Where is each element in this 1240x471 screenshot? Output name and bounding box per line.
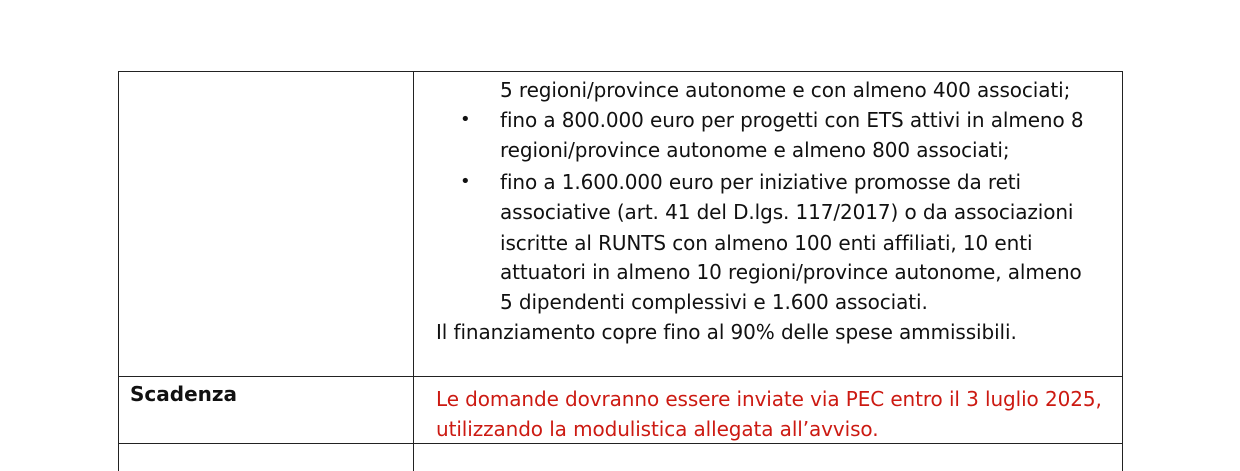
deadline-label: Scadenza	[130, 382, 238, 406]
list-item-line: regioni/province autonome e almeno 800 associati;	[500, 138, 1010, 162]
list-item-line: 5 dipendenti complessivi e 1.600 associati.	[500, 290, 928, 314]
table-right-border	[1122, 71, 1123, 471]
list-item-line: attuatori in almeno 10 regioni/province autonome, almeno	[500, 260, 1082, 284]
table-left-border	[118, 71, 119, 471]
funding-summary: Il finanziamento copre fino al 90% delle spese ammissibili.	[436, 320, 1017, 344]
row-divider	[118, 376, 1123, 377]
table-top-border	[118, 71, 1123, 72]
deadline-text-line: utilizzando la modulistica allegata all’avviso.	[436, 417, 879, 441]
list-item-line: associative (art. 41 del D.lgs. 117/2017) o da associazioni	[500, 200, 1074, 224]
deadline-text-line: Le domande dovranno essere inviate via PEC entro il 3 luglio 2025,	[436, 387, 1102, 411]
bullet-icon: •	[460, 171, 471, 192]
column-divider	[413, 71, 414, 471]
list-item-line: iscritte al RUNTS con almeno 100 enti affiliati, 10 enti	[500, 231, 1033, 255]
list-continuation-line: 5 regioni/province autonome e con almeno 400 associati;	[500, 78, 1071, 102]
info-table	[118, 71, 1123, 471]
bullet-icon: •	[460, 109, 471, 130]
list-item-line: fino a 1.600.000 euro per iniziative promosse da reti	[500, 170, 1021, 194]
list-item-line: fino a 800.000 euro per progetti con ETS attivi in almeno 8	[500, 108, 1084, 132]
